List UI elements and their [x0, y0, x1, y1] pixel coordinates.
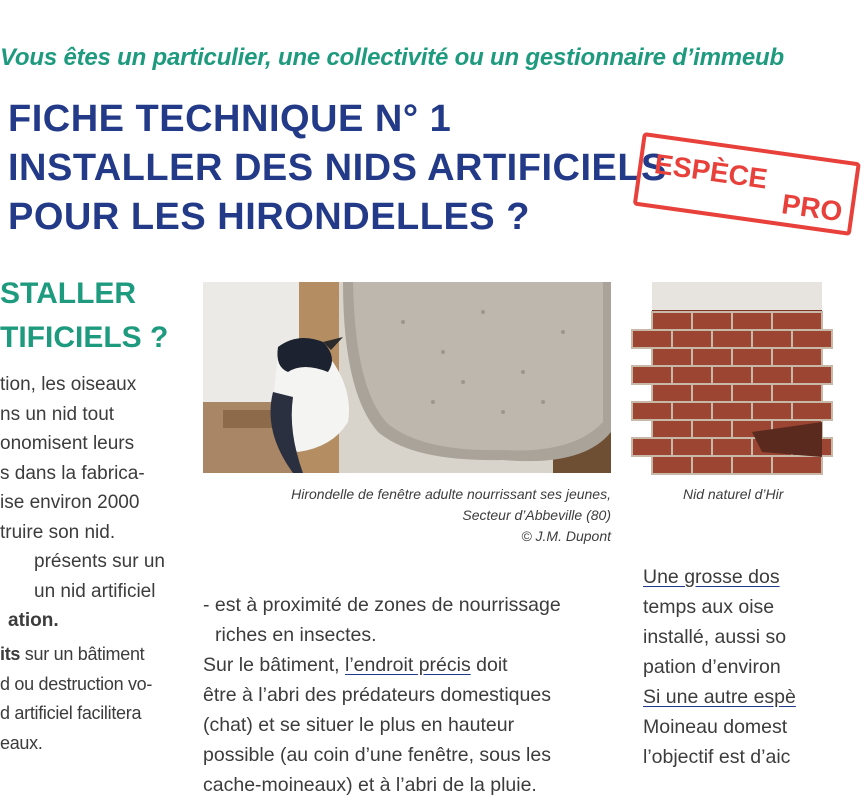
stamp-word-1: ESPÈCE	[652, 148, 770, 195]
swallow-nest-illustration	[203, 282, 611, 473]
left-paragraph-2	[0, 642, 170, 758]
bullet-line-continued: riches en insectes.	[215, 624, 377, 646]
text-line: (chat) et se situer le plus en hauteur	[203, 714, 515, 736]
photo-2-caption: Nid naturel d’Hir	[683, 486, 784, 502]
left-paragraph-1	[0, 370, 170, 636]
photo-1-caption	[203, 484, 611, 547]
bold-fragment: its	[0, 644, 21, 664]
text-line: truire son nid.	[0, 521, 116, 543]
underlined-line: Une grosse dos	[643, 566, 780, 588]
caption-line: Hirondelle de fenêtre adulte nourrissant ses jeunes,	[291, 486, 611, 502]
text-line: présents sur un	[34, 551, 165, 572]
middle-column-text	[203, 590, 611, 800]
caption-line: Secteur d’Abbeville (80)	[462, 507, 611, 523]
caption-line: © J.M. Dupont	[521, 528, 611, 544]
section-heading-line-1: STALLER	[0, 277, 137, 310]
text-line: pation d’environ	[643, 656, 781, 678]
text-line: cache-moineaux) et à l’abri de la pluie.	[203, 774, 537, 796]
natural-nest-photo	[652, 282, 822, 473]
text-line: ise environ 2000	[0, 492, 140, 513]
text-fragment: Sur le bâtiment,	[203, 654, 345, 676]
section-heading-line-2: TIFICIELS ?	[0, 321, 169, 354]
text-line: temps aux oise	[643, 596, 775, 618]
protected-species-stamp	[633, 132, 861, 236]
stamp-word-2: PRO	[779, 188, 845, 228]
section-heading	[0, 272, 168, 360]
text-line: s dans la fabrica-	[0, 462, 145, 484]
page-title	[8, 95, 667, 242]
title-line-1: FICHE TECHNIQUE N° 1	[8, 98, 452, 140]
text-line: tion, les oiseaux	[0, 374, 137, 395]
tagline: Vous êtes un particulier, une collectivité ou un gestionnaire d’immeub	[0, 44, 784, 71]
text-line: l’objectif est d’aic	[643, 746, 791, 768]
text-line: onomisent leurs	[0, 433, 135, 454]
text-fragment: doit	[470, 654, 508, 676]
text-line: possible (au coin d’une fenêtre, sous les	[203, 744, 551, 766]
text-line: d ou destruction vo-	[0, 673, 153, 694]
bullet-line: - est à proximité de zones de nourrissage	[203, 594, 561, 616]
text-line: être à l’abri des prédateurs domestiques	[203, 684, 551, 706]
text-line: un nid artificiel	[34, 580, 156, 602]
brick-wall-illustration	[652, 282, 822, 473]
text-line: ation.	[8, 610, 59, 631]
text-line	[203, 650, 611, 680]
text-line: ns un nid tout	[0, 403, 115, 425]
text-line: eaux.	[0, 732, 43, 753]
title-line-3: POUR LES HIRONDELLES ?	[8, 196, 530, 238]
text-fragment: sur un bâtiment	[20, 644, 145, 664]
right-column-text	[643, 562, 843, 772]
underlined-line: Si une autre espè	[643, 686, 796, 708]
title-line-2: INSTALLER DES NIDS ARTIFICIELS	[8, 147, 667, 189]
swallow-nest-photo	[203, 282, 611, 473]
text-line: installé, aussi so	[643, 626, 787, 648]
text-line: d artificiel facilitera	[0, 703, 142, 723]
text-line: Moineau domest	[643, 716, 788, 738]
underlined-phrase: l’endroit précis	[344, 654, 471, 676]
text-line	[0, 640, 170, 670]
